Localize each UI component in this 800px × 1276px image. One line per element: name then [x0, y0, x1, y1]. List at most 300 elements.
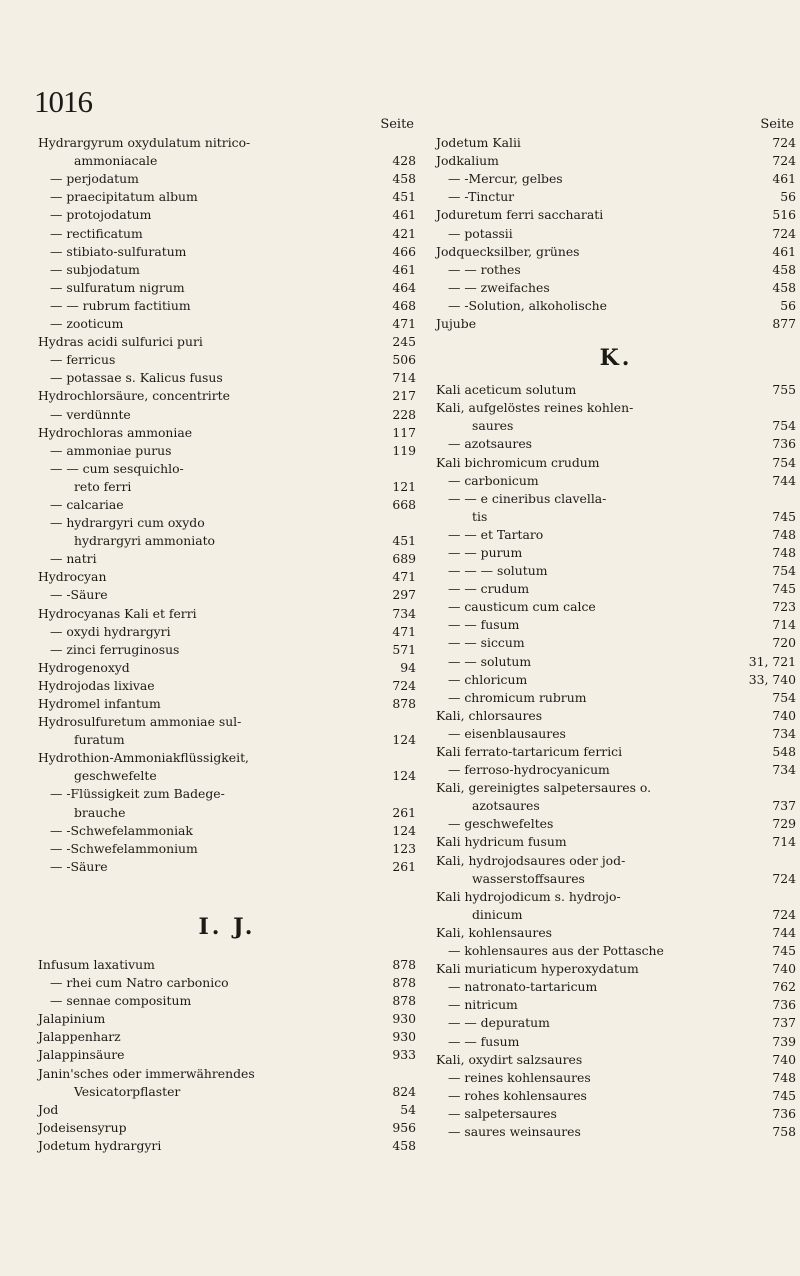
entry-term: — — e cineribus clavella- [448, 490, 607, 506]
entry-term: Kali bichromicum crudum [436, 454, 600, 470]
entry-page-number: 461 [772, 243, 796, 259]
entry-term: Hydrosulfuretum ammoniae sul- [38, 714, 242, 730]
index-entry [436, 580, 796, 598]
entry-page-number: 464 [392, 279, 416, 295]
index-entry [38, 992, 416, 1010]
entry-term: — subjodatum [50, 261, 140, 277]
entry-term: — verdünnte [50, 406, 131, 422]
index-entry [38, 1083, 416, 1101]
index-entry [436, 243, 796, 261]
entry-term: saures [472, 418, 514, 434]
entry-term: — ferricus [50, 352, 116, 368]
index-entry [436, 490, 796, 508]
entry-page-number: 31, 721 [748, 653, 796, 669]
entry-term: Hydrocyanas Kali et ferri [38, 605, 197, 621]
entry-page-number: 748 [772, 1069, 796, 1085]
index-entry [38, 785, 416, 803]
entry-term: Joduretum ferri saccharati [436, 207, 604, 223]
index-entry [436, 435, 796, 453]
entry-term: Jodetum Kalii [436, 135, 521, 151]
entry-term: Jodetum hydrargyri [38, 1137, 162, 1153]
entry-term: — -Solution, alkoholische [448, 297, 607, 313]
entry-term: azotsaures [472, 798, 540, 814]
entry-page-number: 720 [772, 635, 796, 651]
entry-term: — — rubrum factitium [50, 297, 191, 313]
index-entry [38, 568, 416, 586]
index-entry [436, 707, 796, 725]
entry-term: — ferroso-hydrocyanicum [448, 762, 610, 778]
index-entry [38, 188, 416, 206]
index-entry [38, 532, 416, 550]
entry-term: Hydromel infantum [38, 696, 161, 711]
index-entry [38, 279, 416, 297]
entry-term: Hydrochloras ammoniae [38, 424, 193, 440]
index-entry [38, 822, 416, 840]
entry-term: reto ferri [74, 478, 132, 494]
index-entry [436, 315, 796, 333]
entry-term: — ammoniae purus [50, 442, 172, 458]
index-list-right [436, 134, 796, 333]
entry-page-number: 471 [392, 569, 416, 585]
entry-term: — — depuratum [448, 1015, 550, 1031]
entry-term: — geschwefeltes [448, 816, 554, 832]
index-entry [436, 888, 796, 906]
entry-page-number: 548 [772, 744, 796, 759]
index-entry [436, 761, 796, 779]
index-entry [436, 1069, 796, 1087]
entry-page-number: 245 [392, 334, 416, 350]
entry-page-number: 117 [392, 424, 416, 440]
index-entry [436, 924, 796, 942]
entry-term: — hydrargyri cum oxydo [50, 515, 205, 531]
entry-page-number: 724 [772, 225, 796, 241]
index-entry [38, 206, 416, 224]
entry-term: — causticum cum calce [448, 599, 596, 615]
entry-term: Kali muriaticum hyperoxydatum [436, 961, 639, 977]
index-entry [436, 942, 796, 960]
index-entry [38, 225, 416, 243]
index-entry [38, 424, 416, 442]
entry-term: — — solutum [448, 653, 532, 669]
index-entry [436, 996, 796, 1014]
index-entry [436, 960, 796, 978]
entry-term: — nitricum [448, 997, 518, 1013]
entry-term: — natronato-tartaricum [448, 979, 598, 995]
entry-term: — — zweifaches [448, 279, 550, 295]
index-entry [38, 369, 416, 387]
section-heading-k: K. [599, 345, 633, 372]
index-entry [436, 634, 796, 652]
index-entry [436, 743, 796, 761]
index-entry [436, 279, 796, 297]
index-entry [436, 152, 796, 170]
index-entry [38, 1028, 416, 1046]
entry-page-number: 737 [772, 798, 796, 814]
index-entry [436, 598, 796, 616]
index-entry [436, 833, 796, 851]
entry-term: — zinci ferruginosus [50, 641, 180, 657]
index-entry [436, 297, 796, 315]
entry-page-number: 124 [392, 732, 416, 748]
entry-page-number: 724 [772, 906, 796, 922]
index-entry [436, 671, 796, 689]
index-entry [436, 689, 796, 707]
entry-page-number: 878 [392, 696, 416, 711]
index-entry [436, 978, 796, 996]
index-entry [38, 478, 416, 496]
index-entry [436, 870, 796, 888]
entry-page-number: 930 [392, 1029, 416, 1045]
index-entry [436, 1105, 796, 1123]
index-entry [38, 442, 416, 460]
entry-term: — — — solutum [448, 563, 548, 579]
entry-page-number: 744 [772, 472, 796, 488]
entry-term: hydrargyri ammoniato [74, 533, 216, 549]
entry-page-number: 428 [392, 153, 416, 169]
index-entry [38, 767, 416, 785]
entry-term: — — fusum [448, 1033, 520, 1049]
index-entry [436, 170, 796, 188]
entry-page-number: 745 [772, 508, 796, 524]
index-entry [436, 725, 796, 743]
seite-header-left: Seite [380, 117, 414, 132]
entry-term: — zooticum [50, 316, 124, 332]
entry-page-number: 458 [772, 279, 796, 295]
entry-page-number: 723 [772, 599, 796, 615]
index-entry [436, 526, 796, 544]
index-entry [436, 188, 796, 206]
entry-term: Hydras acidi sulfurici puri [38, 334, 203, 350]
entry-page-number: 516 [772, 207, 796, 223]
entry-page-number: 261 [392, 858, 416, 874]
index-entry [38, 1119, 416, 1137]
index-entry [38, 315, 416, 333]
index-entry [38, 586, 416, 604]
entry-term: — -Flüssigkeit zum Badege- [50, 786, 225, 802]
index-entry [38, 623, 416, 641]
index-entry [436, 472, 796, 490]
entry-page-number: 724 [772, 153, 796, 169]
entry-page-number: 754 [772, 563, 796, 579]
entry-term: Kali hydricum fusum [436, 834, 567, 850]
entry-page-number: 668 [392, 496, 416, 512]
entry-term: geschwefelte [74, 768, 157, 784]
entry-page-number: 458 [392, 1137, 416, 1153]
index-entry [436, 508, 796, 526]
entry-page-number: 754 [772, 454, 796, 470]
index-entry [38, 677, 416, 695]
index-entry [436, 261, 796, 279]
index-entry [38, 514, 416, 532]
entry-term: Hydrargyrum oxydulatum nitrico- [38, 135, 251, 151]
entry-page-number: 124 [392, 822, 416, 838]
index-entry [38, 749, 416, 767]
entry-term: — -Tinctur [448, 189, 515, 205]
entry-term: Janin'sches oder immerwährendes [38, 1065, 255, 1081]
index-entry [38, 261, 416, 279]
entry-term: — — et Tartaro [448, 526, 544, 542]
entry-term: — kohlensaures aus der Pottasche [448, 943, 664, 959]
entry-page-number: 506 [392, 352, 416, 368]
index-entry [436, 653, 796, 671]
entry-page-number: 737 [772, 1015, 796, 1031]
entry-term: Kali, oxydirt salzsaures [436, 1051, 583, 1067]
entry-page-number: 878 [392, 956, 416, 972]
index-entry [38, 1046, 416, 1064]
index-entry [436, 544, 796, 562]
entry-page-number: 878 [392, 975, 416, 991]
index-list-left-ij [38, 956, 416, 1155]
entry-page-number: 461 [772, 171, 796, 187]
index-entry [38, 496, 416, 514]
index-entry [38, 297, 416, 315]
entry-page-number: 758 [772, 1123, 796, 1139]
entry-term: — potassii [448, 225, 513, 241]
entry-term: Hydrogenoxyd [38, 659, 130, 675]
entry-page-number: 461 [392, 261, 416, 277]
entry-page-number: 748 [772, 544, 796, 560]
entry-page-number: 471 [392, 623, 416, 639]
entry-page-number: 745 [772, 581, 796, 597]
index-entry [38, 605, 416, 623]
seite-header-right: Seite [760, 117, 794, 132]
entry-term: — salpetersaures [448, 1105, 557, 1121]
entry-page-number: 736 [772, 1105, 796, 1121]
index-entry [436, 206, 796, 224]
index-entry [436, 779, 796, 797]
index-entry [436, 1051, 796, 1069]
entry-page-number: 754 [772, 689, 796, 705]
entry-page-number: 736 [772, 436, 796, 452]
entry-term: Jujube [436, 316, 477, 332]
index-entry [436, 134, 796, 152]
index-entry [38, 550, 416, 568]
entry-term: — — purum [448, 544, 523, 560]
entry-page-number: 54 [400, 1101, 416, 1117]
entry-term: Vesicatorpflaster [74, 1083, 181, 1099]
index-entry [38, 840, 416, 858]
index-column-right [436, 116, 796, 1141]
entry-term: Hydrojodas lixivae [38, 677, 155, 693]
entry-term: — chromicum rubrum [448, 689, 587, 705]
index-entry [38, 351, 416, 369]
entry-page-number: 228 [392, 406, 416, 422]
entry-page-number: 217 [392, 388, 416, 404]
entry-term: Hydrothion-Ammoniakflüssigkeit, [38, 750, 249, 766]
entry-page-number: 734 [772, 762, 796, 778]
index-entry [38, 974, 416, 992]
entry-term: Jalappinsäure [38, 1047, 125, 1063]
entry-page-number: 755 [772, 382, 796, 398]
entry-page-number: 878 [392, 993, 416, 1009]
entry-page-number: 471 [392, 316, 416, 332]
entry-page-number: 724 [772, 870, 796, 886]
entry-term: — -Säure [50, 587, 108, 603]
entry-page-number: 468 [392, 297, 416, 313]
entry-term: — sennae compositum [50, 993, 192, 1009]
entry-page-number: 458 [772, 261, 796, 277]
index-entry [38, 695, 416, 713]
entry-term: — eisenblausaures [448, 725, 566, 741]
index-entry [436, 381, 796, 399]
entry-term: Hydrocyan [38, 569, 107, 585]
entry-term: — — siccum [448, 635, 525, 651]
entry-term: furatum [74, 732, 125, 748]
entry-term: wasserstoffsaures [472, 870, 585, 886]
entry-term: Kali hydrojodicum s. hydrojo- [436, 888, 621, 904]
entry-term: — — fusum [448, 617, 520, 633]
index-entry [38, 1065, 416, 1083]
entry-term: — -Schwefelammoniak [50, 822, 193, 838]
entry-term: Jalappenharz [38, 1029, 121, 1045]
index-list-right-k [436, 381, 796, 1141]
index-entry [38, 333, 416, 351]
entry-page-number: 734 [772, 725, 796, 741]
entry-page-number: 956 [392, 1119, 416, 1135]
entry-page-number: 734 [392, 605, 416, 621]
entry-term: — carbonicum [448, 472, 539, 488]
entry-term: tis [472, 508, 488, 524]
entry-term: — calcariae [50, 496, 124, 512]
entry-term: Jod [38, 1101, 59, 1117]
entry-term: — perjodatum [50, 171, 139, 187]
entry-page-number: 724 [772, 135, 796, 151]
index-entry [38, 858, 416, 876]
entry-page-number: 261 [392, 804, 416, 820]
entry-page-number: 33, 740 [748, 671, 796, 687]
entry-page-number: 451 [392, 533, 416, 549]
index-entry [38, 170, 416, 188]
entry-term: — -Schwefelammonium [50, 840, 198, 856]
entry-term: — sulfuratum nigrum [50, 279, 185, 295]
entry-term: — -Mercur, gelbes [448, 171, 563, 187]
index-entry [436, 616, 796, 634]
entry-term: Kali, gereinigtes salpetersaures o. [436, 780, 652, 796]
entry-page-number: 121 [392, 478, 416, 494]
entry-term: — rohes kohlensaures [448, 1087, 587, 1103]
index-entry [38, 152, 416, 170]
index-entry [38, 659, 416, 677]
entry-term: — natri [50, 551, 97, 567]
entry-page-number: 748 [772, 526, 796, 542]
index-entry [436, 1123, 796, 1141]
entry-page-number: 119 [392, 442, 416, 458]
entry-term: — potassae s. Kalicus fusus [50, 370, 223, 386]
entry-page-number: 739 [772, 1033, 796, 1049]
index-entry [38, 641, 416, 659]
index-entry [38, 1101, 416, 1119]
entry-term: — — rothes [448, 261, 521, 277]
entry-term: — -Säure [50, 858, 108, 874]
entry-term: — azotsaures [448, 436, 533, 452]
index-entry [436, 454, 796, 472]
entry-page-number: 744 [772, 924, 796, 940]
entry-page-number: 689 [392, 551, 416, 567]
entry-page-number: 461 [392, 207, 416, 223]
index-entry [38, 243, 416, 261]
entry-page-number: 740 [772, 961, 796, 977]
entry-page-number: 714 [392, 370, 416, 386]
index-entry [38, 406, 416, 424]
index-entry [436, 1087, 796, 1105]
entry-page-number: 94 [400, 659, 416, 675]
index-entry [38, 731, 416, 749]
entry-term: Kali, hydrojodsaures oder jod- [436, 852, 626, 868]
section-heading-ij: I. J. [198, 913, 256, 940]
entry-page-number: 124 [392, 768, 416, 784]
index-entry [38, 1137, 416, 1155]
index-entry [436, 906, 796, 924]
entry-term: brauche [74, 804, 126, 820]
index-entry [436, 815, 796, 833]
index-entry [436, 562, 796, 580]
entry-page-number: 736 [772, 997, 796, 1013]
entry-page-number: 729 [772, 816, 796, 832]
entry-term: dinicum [472, 906, 523, 922]
index-entry [38, 387, 416, 405]
index-entry [38, 460, 416, 478]
entry-term: Kali, kohlensaures [436, 924, 553, 940]
page-number: 1016 [34, 84, 92, 119]
index-entry [38, 713, 416, 731]
entry-term: Kali aceticum solutum [436, 382, 577, 398]
index-entry [38, 1010, 416, 1028]
entry-page-number: 933 [392, 1047, 416, 1063]
index-entry [436, 399, 796, 417]
entry-page-number: 714 [772, 834, 796, 850]
entry-page-number: 762 [772, 979, 796, 995]
entry-page-number: 56 [780, 189, 796, 205]
entry-term: Kali, aufgelöstes reines kohlen- [436, 400, 634, 416]
index-list-left [38, 134, 416, 876]
entry-term: — protojodatum [50, 207, 152, 223]
entry-page-number: 740 [772, 1051, 796, 1067]
entry-term: Jodquecksilber, grünes [436, 243, 580, 259]
entry-term: — reines kohlensaures [448, 1069, 591, 1085]
entry-term: — praecipitatum album [50, 189, 198, 205]
entry-term: ammoniacale [74, 153, 158, 169]
entry-page-number: 724 [392, 677, 416, 693]
entry-page-number: 740 [772, 707, 796, 723]
entry-page-number: 745 [772, 943, 796, 959]
entry-term: — — crudum [448, 581, 530, 597]
entry-term: Infusum laxativum [38, 956, 155, 972]
entry-page-number: 458 [392, 171, 416, 187]
entry-term: — rhei cum Natro carbonico [50, 975, 229, 991]
entry-page-number: 571 [392, 641, 416, 657]
entry-page-number: 466 [392, 243, 416, 259]
index-entry [436, 1014, 796, 1032]
entry-term: Kali, chlorsaures [436, 707, 543, 723]
index-entry [436, 1033, 796, 1051]
index-column-left [38, 116, 416, 1155]
index-entry [38, 956, 416, 974]
entry-term: — oxydi hydrargyri [50, 623, 171, 639]
entry-page-number: 745 [772, 1087, 796, 1103]
index-entry [436, 797, 796, 815]
index-entry [38, 804, 416, 822]
entry-page-number: 754 [772, 418, 796, 434]
entry-term: Jodkalium [436, 153, 499, 169]
entry-term: — — cum sesquichlo- [50, 460, 184, 476]
entry-page-number: 824 [392, 1083, 416, 1099]
entry-page-number: 930 [392, 1011, 416, 1027]
entry-term: — rectificatum [50, 225, 143, 241]
entry-term: — stibiato-sulfuratum [50, 243, 187, 259]
entry-term: Hydrochlorsäure, concentrirte [38, 388, 230, 404]
entry-page-number: 451 [392, 189, 416, 205]
index-entry [436, 417, 796, 435]
